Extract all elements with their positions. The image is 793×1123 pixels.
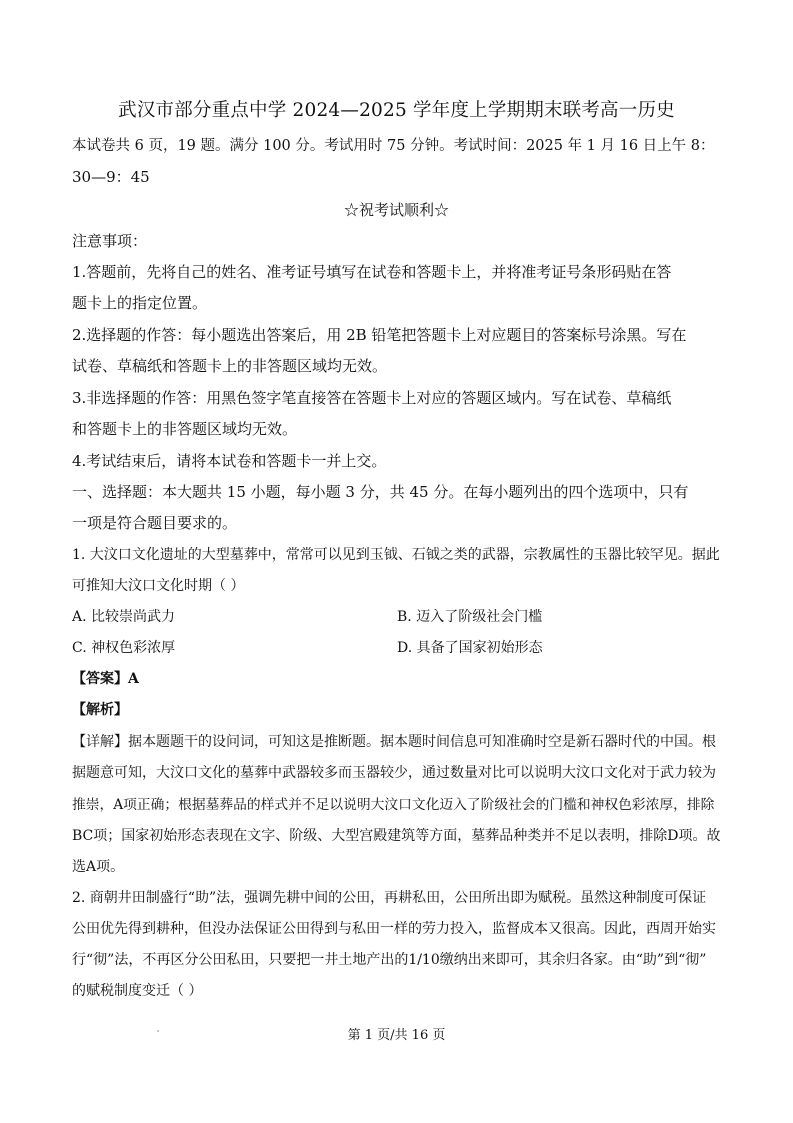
- notice-heading: 注意事项：: [72, 232, 148, 250]
- q2-stem-line: 行“彻”法，不再区分公田私田，只要把一井土地产出的1/10缴纳出来即可，其余归各家。由“助”到“彻”: [72, 952, 707, 968]
- q1-detail-line: 据题意可知，大汶口文化的墓葬中武器较多而玉器较少，通过数量对比可以说明大汶口文化对于武力较为: [72, 765, 716, 781]
- notice-line: 1.答题前，先将自己的姓名、准考证号填写在试卷和答题卡上，并将准考证号条形码贴在答: [72, 263, 672, 281]
- q1-detail-line: 推崇，A项正确；根据墓葬品的样式并不足以说明大汶口文化迈入了阶级社会的门槛和神权色彩浓厚，排除: [72, 797, 715, 813]
- notice-line: 4.考试结束后，请将本试卷和答题卡一并上交。: [72, 452, 387, 470]
- q2-stem-line: 2. 商朝井田制盛行“助”法，强调先耕中间的公田，再耕私田，公田所出即为赋税。虽然这种制度可保证: [72, 890, 707, 906]
- q1-answer: 【答案】A: [72, 671, 139, 687]
- notice-line: 题卡上的指定位置。: [72, 294, 208, 312]
- q1-stem-line-2: 可推知大汶口文化时期（ ）: [72, 578, 245, 594]
- q1-option-c: C. 神权色彩浓厚: [72, 640, 176, 656]
- q2-stem-line: 公田优先得到耕种，但没办法保证公田得到与私田一样的劳力投入，监督成本又很高。因此，西周开始实: [72, 921, 716, 937]
- notice-line: 和答题卡上的非答题区域均无效。: [72, 420, 298, 438]
- q1-detail-line: 选A项。: [72, 859, 125, 875]
- section-heading-line-1: 一、选择题：本大题共 15 小题，每小题 3 分，共 45 分。在每小题列出的四个选项中，只有: [72, 483, 689, 501]
- page-number-footer: 第 1 页/共 16 页: [347, 1028, 446, 1043]
- exam-title: 武汉市部分重点中学 2024—2025 学年度上学期期末联考高一历史: [118, 100, 675, 121]
- q2-stem-line: 的赋税制度变迁（ ）: [72, 983, 203, 999]
- q1-analysis-label: 【解析】: [72, 702, 128, 718]
- q1-option-a: A. 比较崇尚武力: [72, 609, 176, 625]
- q1-option-b: B. 迈入了阶级社会门槛: [397, 609, 543, 625]
- notice-line: 试卷、草稿纸和答题卡上的非答题区域均无效。: [72, 357, 388, 375]
- exam-info-line-2: 30—9：45: [72, 168, 150, 186]
- notice-line: 2.选择题的作答：每小题选出答案后，用 2B 铅笔把答题卡上对应题目的答案标号涂黑。写在: [72, 326, 687, 344]
- q1-option-d: D. 具备了国家初始形态: [397, 640, 543, 656]
- q1-stem-line-1: 1. 大汶口文化遗址的大型墓葬中，常常可以见到玉钺、石钺之类的武器，宗教属性的玉器比较罕见。据此: [72, 547, 720, 563]
- exam-info-line-1: 本试卷共 6 页，19 题。满分 100 分。考试用时 75 分钟。考试时间：2025 年 1 月 16 日上午 8：: [72, 138, 715, 154]
- wish-line: ☆祝考试顺利☆: [343, 201, 449, 219]
- q1-detail-line: 【详解】据本题题干的设问词，可知这是推断题。据本题时间信息可知准确时空是新石器时代的中国。根: [72, 734, 716, 750]
- section-heading-line-2: 一项是符合题目要求的。: [72, 514, 238, 532]
- notice-line: 3.非选择题的作答：用黑色签字笔直接答在答题卡上对应的答题区域内。写在试卷、草稿纸: [72, 389, 672, 407]
- q1-detail-line: BC项；国家初始形态表现在文字、阶级、大型宫殿建筑等方面，墓葬品种类并不足以表明，排除D项。故: [72, 828, 721, 844]
